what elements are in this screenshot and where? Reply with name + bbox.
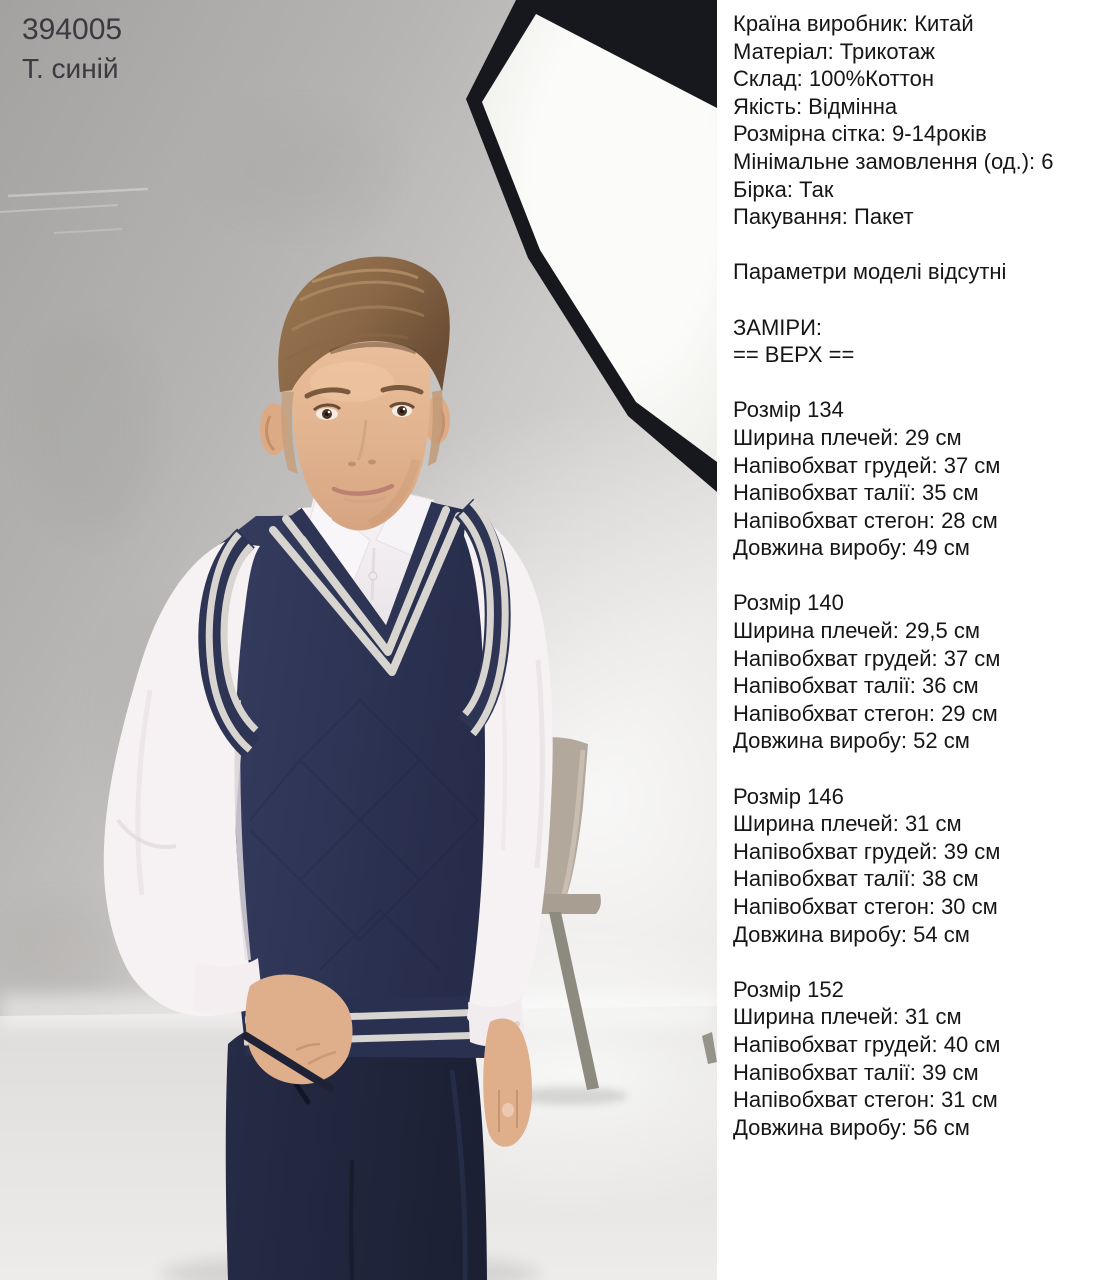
size-label: Розмір 134: [733, 397, 844, 423]
thumb-nail: [502, 1103, 514, 1117]
text-line: Напівобхват стегон: 31 см: [733, 1087, 998, 1113]
text-line: Пакування: Пакет: [733, 204, 914, 230]
model-note: Параметри моделі відсутні: [733, 259, 1007, 285]
spacer: [733, 286, 1090, 314]
size-label: Розмір 146: [733, 783, 844, 809]
text-line: Напівобхват грудей: 40 см: [733, 1031, 1001, 1057]
text-line: Напівобхват талії: 38 см: [733, 866, 979, 892]
measurements-section-header: == ВЕРХ ==: [733, 342, 855, 368]
forehead-highlight: [310, 362, 394, 402]
text-line: Напівобхват грудей: 37 см: [733, 452, 1001, 478]
color-name: Т. синій: [22, 53, 119, 84]
trouser-crease: [351, 1160, 352, 1280]
text-line: Країна виробник: Китай: [733, 11, 974, 36]
text-line: Напівобхват стегон: 28 см: [733, 507, 998, 533]
text-line: Ширина плечей: 31 см: [733, 811, 962, 837]
size-block-146: [733, 783, 1090, 949]
product-specs: [733, 10, 1090, 231]
text-line: Матеріал: Трикотаж: [733, 38, 935, 64]
text-line: Напівобхват талії: 35 см: [733, 480, 979, 506]
measurements-title: ЗАМІРИ:: [733, 314, 822, 340]
text-line: Напівобхват грудей: 39 см: [733, 838, 1001, 864]
size-measurements: [733, 810, 1090, 948]
text-line: Ширина плечей: 29,5 см: [733, 618, 980, 644]
text-line: Довжина виробу: 54 см: [733, 921, 970, 947]
text-line: Мінімальне замовлення (од.): 6: [733, 148, 1054, 174]
text-line: Довжина виробу: 49 см: [733, 535, 970, 561]
text-line: Напівобхват талії: 36 см: [733, 673, 979, 699]
text-line: Напівобхват стегон: 30 см: [733, 894, 998, 919]
nostril: [368, 460, 376, 465]
text-line: Напівобхват талії: 39 см: [733, 1059, 979, 1085]
size-measurements: [733, 1003, 1090, 1141]
photo-labels: [22, 10, 122, 88]
spacer: [733, 231, 1090, 259]
size-block-152: [733, 976, 1090, 1142]
text-line: Розмірна сітка: 9-14років: [733, 121, 987, 147]
text-line: Якість: Відмінна: [733, 93, 898, 119]
text-line: Ширина плечей: 29 см: [733, 424, 962, 450]
size-block-140: [733, 589, 1090, 755]
size-block-134: [733, 396, 1090, 562]
text-line: Напівобхват грудей: 37 см: [733, 645, 1001, 671]
text-line: Довжина виробу: 52 см: [733, 728, 970, 754]
text-line: Довжина виробу: 56 см: [733, 1114, 970, 1140]
nostril: [348, 462, 356, 467]
size-measurements: [733, 617, 1090, 755]
size-measurements: [733, 424, 1090, 562]
text-line: Бірка: Так: [733, 176, 834, 202]
spec-panel: [717, 0, 1098, 1280]
shirt-button: [369, 572, 377, 580]
text-line: Ширина плечей: 31 см: [733, 1004, 962, 1030]
text-line: Склад: 100%Коттон: [733, 66, 935, 92]
size-label: Розмір 140: [733, 590, 844, 616]
text-line: Напівобхват стегон: 29 см: [733, 700, 998, 726]
size-label: Розмір 152: [733, 976, 844, 1002]
article-number: 394005: [22, 13, 123, 46]
